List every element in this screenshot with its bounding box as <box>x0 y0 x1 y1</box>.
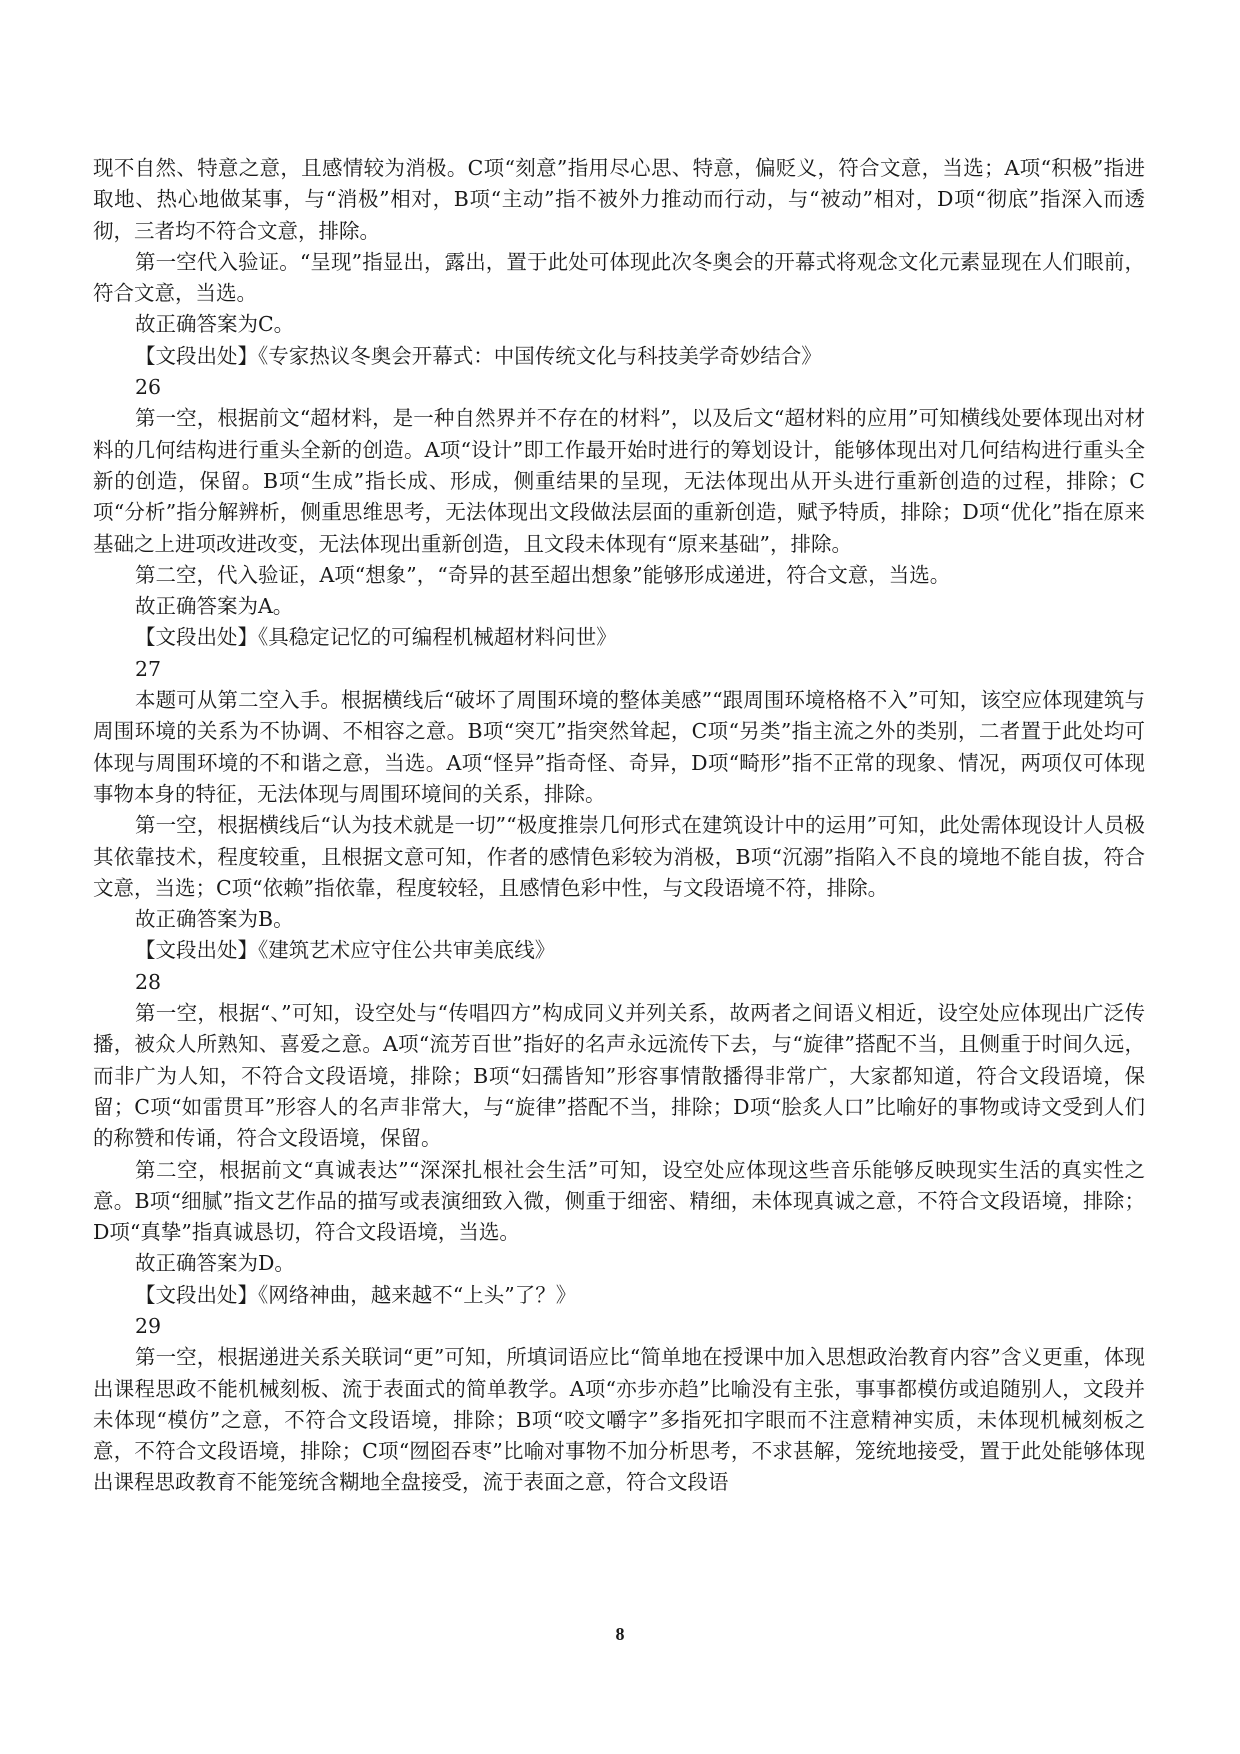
answer-line: 故正确答案为C。 <box>135 312 295 337</box>
paragraph-analysis: 第二空，根据前文“真诚表达”“深深扎根社会生活”可知，设空处应体现这些音乐能够反映现实生活的真实性之意。B项“细腻”指文艺作品的描写或表演细致入微，侧重于细密、精细，未体现真诚之意，不符合文段语境，排除；D项“真挚”指真诚恳切，符合文段语境，当选。 <box>93 1157 1145 1245</box>
page-number: 8 <box>615 1624 625 1644</box>
question-number: 29 <box>135 1313 162 1338</box>
question-number: 28 <box>135 969 162 994</box>
paragraph-analysis: 本题可从第二空入手。根据横线后“破坏了周围环境的整体美感”“跟周围环境格格不入”可知，该空应体现建筑与周围环境的关系为不协调、不相容之意。B项“突兀”指突然耸起，C项“另类”指主流之外的类别，二者置于此处均可体现与周围环境的不和谐之意，当选。A项“怪异”指奇怪、奇异，D项“畸形”指不正常的现象、情况，两项仅可体现事物本身的特征，无法体现与周围环境间的关系，排除。 <box>93 688 1145 806</box>
question-number: 27 <box>135 656 162 681</box>
paragraph-analysis: 第一空，根据递进关系关联词“更”可知，所填词语应比“简单地在授课中加入思想政治教育内容”含义更重，体现出课程思政不能机械刻板、流于表面式的简单教学。A项“亦步亦趋”比喻没有主张，事事都模仿或追随别人，文段并未体现“模仿”之意，不符合文段语境，排除；B项“咬文嚼字”多指死扣字眼而不注意精神实质，未体现机械刻板之意，不符合文段语境，排除；C项“囫囵吞枣”比喻对事物不加分析思考，不求甚解，笼统地接受，置于此处能够体现出课程思政教育不能笼统含糊地全盘接受，流于表面之意，符合文段语 <box>93 1345 1145 1495</box>
paragraph-analysis: 第一空，根据“、”可知，设空处与“传唱四方”构成同义并列关系，故两者之间语义相近，设空处应体现出广泛传播，被众人所熟知、喜爱之意。A项“流芳百世”指好的名声永远流传下去，与“旋律”搭配不当，且侧重于时间久远，而非广为人知，不符合文段语境，排除；B项“妇孺皆知”形容事情散播得非常广，大家都知道，符合文段语境，保留；C项“如雷贯耳”形容人的名声非常大，与“旋律”搭配不当，排除；D项“脍炙人口”比喻好的事物或诗文受到人们的称赞和传诵，符合文段语境，保留。 <box>93 1001 1145 1151</box>
document-body <box>93 153 1145 1499</box>
source-citation: 【文段出处】《建筑艺术应守住公共审美底线》 <box>135 938 556 963</box>
paragraph-continuation: 现不自然、特意之意，且感情较为消极。C项“刻意”指用尽心思、特意，偏贬义，符合文意，当选；A项“积极”指进取地、热心地做某事，与“消极”相对，B项“主动”指不被外力推动而行动，与“被动”相对，D项“彻底”指深入而透彻，三者均不符合文意，排除。 <box>93 156 1145 243</box>
source-citation: 【文段出处】《网络神曲，越来越不“上头”了？》 <box>135 1282 577 1307</box>
source-citation: 【文段出处】《专家热议冬奥会开幕式：中国传统文化与科技美学奇妙结合》 <box>135 343 822 368</box>
answer-line: 故正确答案为B。 <box>135 907 294 932</box>
source-citation: 【文段出处】《具稳定记忆的可编程机械超材料问世》 <box>135 625 617 650</box>
answer-line: 故正确答案为D。 <box>135 1251 295 1276</box>
paragraph-analysis: 第一空，根据前文“超材料，是一种自然界并不存在的材料”，以及后文“超材料的应用”可知横线处要体现出对材料的几何结构进行重头全新的创造。A项“设计”即工作最开始时进行的筹划设计，能够体现出对几何结构进行重头全新的创造，保留。B项“生成”指长成、形成，侧重结果的呈现，无法体现出从开头进行重新创造的过程，排除；C项“分析”指分解辨析，侧重思维思考，无法体现出文段做法层面的重新创造，赋予特质，排除；D项“优化”指在原来基础之上进项改进改变，无法体现出重新创造，且文段未体现有“原来基础”，排除。 <box>93 406 1145 556</box>
paragraph-analysis: 第一空，根据横线后“认为技术就是一切”“极度推崇几何形式在建筑设计中的运用”可知，此处需体现设计人员极其依靠技术，程度较重，且根据文意可知，作者的感情色彩较为消极，B项“沉溺”指陷入不良的境地不能自拔，符合文意，当选；C项“依赖”指依靠，程度较轻，且感情色彩中性，与文段语境不符，排除。 <box>93 813 1145 900</box>
paragraph-analysis: 第二空，代入验证，A项“想象”，“奇异的甚至超出想象”能够形成递进，符合文意，当选。 <box>135 562 951 587</box>
paragraph-verification: 第一空代入验证。“呈现”指显出，露出，置于此处可体现此次冬奥会的开幕式将观念文化元素显现在人们眼前，符合文意，当选。 <box>93 249 1145 306</box>
answer-line: 故正确答案为A。 <box>135 594 294 619</box>
question-number: 26 <box>135 375 162 400</box>
